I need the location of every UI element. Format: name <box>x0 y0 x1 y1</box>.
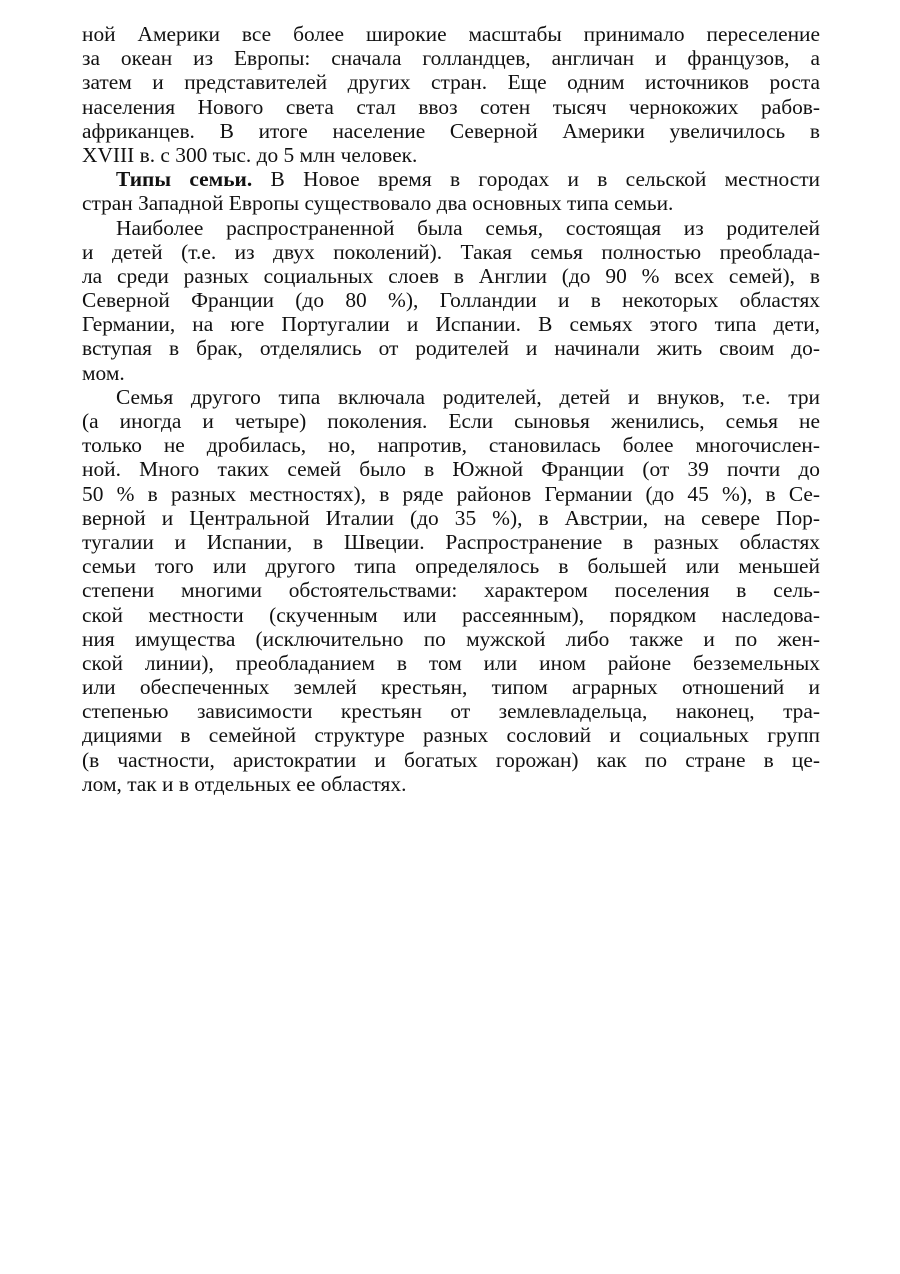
text-line <box>82 167 820 191</box>
text-line: Наиболее распространенной была семья, состоящая из родителей <box>116 215 820 240</box>
text-line: степенью зависимости крестьян от землевладельца, наконец, тра- <box>82 699 820 724</box>
heading-line-rest: В Новое время в городах и в сельской местности <box>252 167 820 192</box>
text-line: дициями в семейной структуре разных сословий и социальных групп <box>82 723 820 748</box>
text-line: африканцев. В итоге население Северной Америки увеличилось в <box>82 118 820 143</box>
paragraph-intro-continuation <box>82 22 820 167</box>
text-line: лом, так и в отдельных ее областях. <box>82 771 407 796</box>
text-line: Германии, на юге Португалии и Испании. В семьях этого типа дети, <box>82 312 820 337</box>
text-line: семьи того или другого типа определялось в большей или меньшей <box>82 554 820 579</box>
text-line: ла среди разных социальных слоев в Англии (до 90 % всех семей), в <box>82 263 820 288</box>
paragraph-family-types <box>82 167 820 215</box>
text-line: и детей (т.е. из двух поколений). Такая семья полностью преоблада- <box>82 239 820 264</box>
text-line: ной Америки все более широкие масштабы принимало переселение <box>82 22 820 46</box>
text-line: затем и представителей других стран. Еще одним источников роста <box>82 70 820 95</box>
paragraph-nuclear-family <box>82 216 820 385</box>
text-line: населения Нового света стал ввоз сотен тысяч чернокожих рабов- <box>82 94 820 119</box>
text-line: только не дробилась, но, напротив, становилась более многочислен- <box>82 433 820 458</box>
text-line: степени многими обстоятельствами: характером поселения в сель- <box>82 578 820 603</box>
text-line: (в частности, аристократии и богатых горожан) как по стране в це- <box>82 747 820 772</box>
text-line: мом. <box>82 360 125 385</box>
text-line: или обеспеченных землей крестьян, типом аграрных отношений и <box>82 675 820 700</box>
document-page <box>82 22 820 796</box>
section-heading: Типы семьи. <box>116 167 253 192</box>
text-line: верной и Центральной Италии (до 35 %), в Австрии, на севере Пор- <box>82 505 820 530</box>
text-line: ной. Много таких семей было в Южной Франции (от 39 почти до <box>82 457 820 482</box>
text-line: (а иногда и четыре) поколения. Если сыновья женились, семья не <box>82 409 820 433</box>
text-line: стран Западной Европы существовало два основных типа семьи. <box>82 191 674 216</box>
text-line: тугалии и Испании, в Швеции. Распространение в разных областях <box>82 529 820 554</box>
text-line: за океан из Европы: сначала голландцев, англичан и французов, а <box>82 46 820 71</box>
text-line: Северной Франции (до 80 %), Голландии и в некоторых областях <box>82 288 820 313</box>
text-line: 50 % в разных местностях), в ряде районов Германии (до 45 %), в Се- <box>82 481 820 506</box>
text-line: ния имущества (исключительно по мужской либо также и по жен- <box>82 626 820 651</box>
paragraph-extended-family <box>82 385 820 796</box>
text-line: вступая в брак, отделялись от родителей и начинали жить своим до- <box>82 336 820 361</box>
text-line: XVIII в. с 300 тыс. до 5 млн человек. <box>82 142 418 167</box>
text-line: Семья другого типа включала родителей, детей и внуков, т.е. три <box>116 384 820 409</box>
text-line: ской линии), преобладанием в том или ином районе безземельных <box>82 650 820 675</box>
text-line: ской местности (скученным или рассеянным), порядком наследова- <box>82 602 820 627</box>
